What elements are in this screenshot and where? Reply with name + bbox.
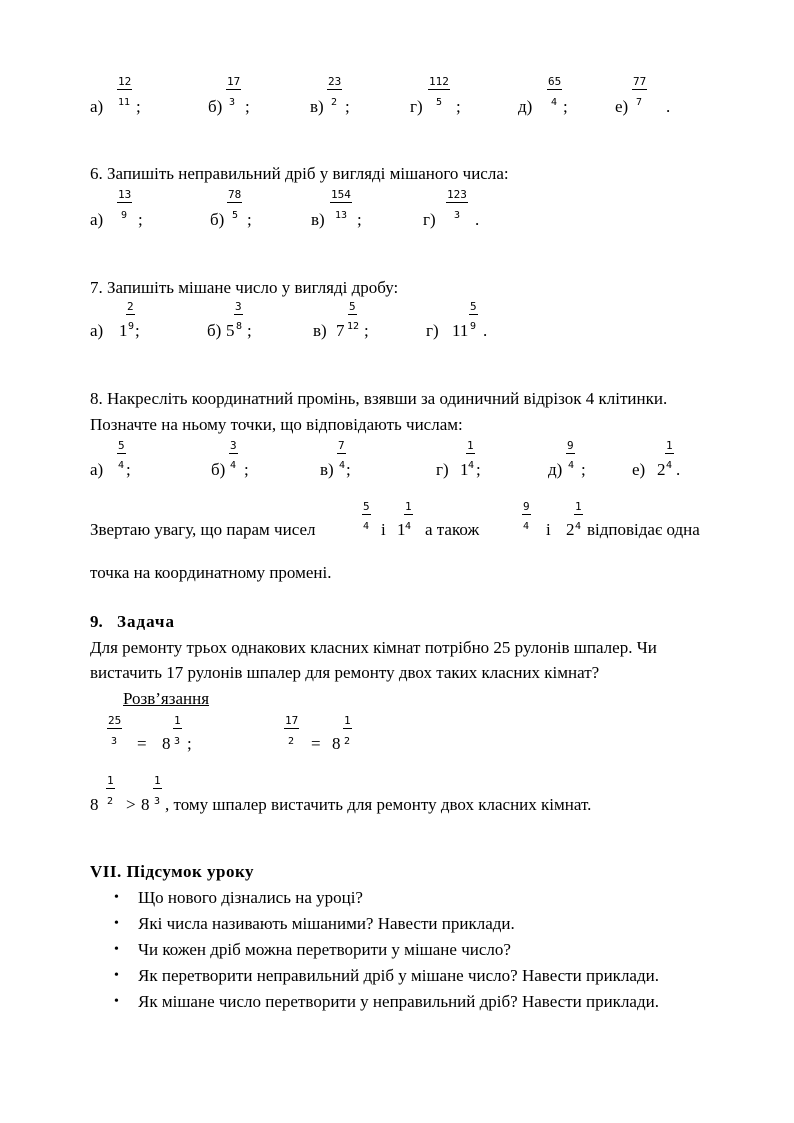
fraction-denominator: 4 <box>468 460 475 471</box>
fraction-numerator: 3 <box>235 300 242 313</box>
fraction-numerator: 1 <box>107 774 114 787</box>
fraction-numerator: 1 <box>666 439 673 452</box>
punctuation: ; <box>135 321 140 340</box>
task-heading: Задача <box>117 612 175 631</box>
item-label: е) <box>615 97 629 116</box>
mixed-whole: 8 <box>90 795 99 814</box>
note-text: відповідає одна <box>587 520 700 539</box>
fraction-denominator: 4 <box>551 97 558 108</box>
problem-text: вистачить 17 рулонів шпалер для ремонту двох таких класних кімнат? <box>90 663 600 682</box>
fraction-numerator: 9 <box>567 439 574 452</box>
fraction-numerator: 13 <box>118 188 132 201</box>
fraction-denominator: 3 <box>454 210 461 221</box>
punctuation: ; <box>247 321 252 340</box>
item-label: б) <box>208 97 223 116</box>
note-text: а також <box>425 520 480 539</box>
item-label: б) <box>211 460 226 479</box>
fraction-denominator: 4 <box>568 460 575 471</box>
bullet-icon: • <box>114 968 119 983</box>
list-item: Що нового дізнались на уроці? <box>138 888 363 907</box>
bullet-icon: • <box>114 994 119 1009</box>
fraction-numerator: 5 <box>470 300 477 313</box>
item-label: г) <box>436 460 449 479</box>
fraction-denominator: 4 <box>523 521 530 532</box>
fraction-numerator: 1 <box>575 500 582 513</box>
fraction-numerator: 1 <box>174 714 181 727</box>
fraction-denominator: 2 <box>288 736 295 747</box>
fraction-denominator: 9 <box>470 321 477 332</box>
note-text: точка на координатному промені. <box>90 563 332 582</box>
fraction-numerator: 78 <box>228 188 242 201</box>
item-label: в) <box>310 97 324 116</box>
fraction-denominator: 9 <box>128 321 135 332</box>
mixed-whole: 1 <box>460 460 469 479</box>
punctuation: ; <box>244 460 249 479</box>
fraction-numerator: 17 <box>227 75 241 88</box>
item-label: г) <box>423 210 436 229</box>
fraction-numerator: 23 <box>328 75 342 88</box>
note-conjunction: і <box>546 520 551 539</box>
item-label: б) <box>210 210 225 229</box>
fraction-denominator: 4 <box>363 521 370 532</box>
fraction-denominator: 7 <box>636 97 643 108</box>
note-conjunction: і <box>381 520 386 539</box>
punctuation: . <box>676 460 681 479</box>
solution-label: Розв’язання <box>123 689 210 708</box>
item-label: в) <box>313 321 327 340</box>
fraction-denominator: 12 <box>347 321 360 332</box>
punctuation: ; <box>364 321 369 340</box>
punctuation: ; <box>357 210 362 229</box>
punctuation: ; <box>345 97 350 116</box>
bullet-icon: • <box>114 890 119 905</box>
note-text: Звертаю увагу, що парам чисел <box>90 520 316 539</box>
mixed-whole: 8 <box>141 795 150 814</box>
fraction-numerator: 7 <box>338 439 345 452</box>
problem-text: Для ремонту трьох однакових класних кімнат потрібно 25 рулонів шпалер. Чи <box>90 638 657 657</box>
bullet-icon: • <box>114 916 119 931</box>
item-label: д) <box>518 97 533 116</box>
mixed-whole: 1 <box>397 520 406 539</box>
item-label: г) <box>426 321 439 340</box>
fraction-numerator: 112 <box>429 75 449 88</box>
fraction-numerator: 123 <box>447 188 467 201</box>
punctuation: ; <box>187 734 192 753</box>
fraction-denominator: 4 <box>405 521 412 532</box>
item-label: д) <box>548 460 563 479</box>
punctuation: ; <box>581 460 586 479</box>
equals-sign: = <box>311 734 321 753</box>
task-heading: 6. Запишіть неправильний дріб у вигляді мішаного числа: <box>90 164 509 183</box>
fraction-numerator: 5 <box>363 500 370 513</box>
fraction-numerator: 17 <box>285 714 299 727</box>
fraction-numerator: 1 <box>154 774 161 787</box>
fraction-denominator: 4 <box>339 460 346 471</box>
equals-sign: = <box>137 734 147 753</box>
fraction-denominator: 3 <box>154 796 161 807</box>
fraction-denominator: 3 <box>229 97 236 108</box>
item-label: а) <box>90 97 104 116</box>
task-heading: 7. Запишіть мішане число у вигляді дробу: <box>90 278 399 297</box>
item-label: б) <box>207 321 222 340</box>
fraction-numerator: 77 <box>633 75 647 88</box>
fraction-numerator: 9 <box>523 500 530 513</box>
fraction-denominator: 5 <box>232 210 239 221</box>
fraction-denominator: 3 <box>111 736 118 747</box>
mixed-whole: 2 <box>566 520 575 539</box>
fraction-denominator: 11 <box>118 97 131 108</box>
fraction-numerator: 3 <box>230 439 237 452</box>
conclusion-text: , тому шпалер вистачить для ремонту двох класних кімнат. <box>165 795 592 814</box>
mixed-whole: 8 <box>332 734 341 753</box>
list-item: Які числа називають мішаними? Навести приклади. <box>138 914 515 933</box>
fraction-numerator: 5 <box>349 300 356 313</box>
mixed-whole: 2 <box>657 460 666 479</box>
mixed-whole: 5 <box>226 321 235 340</box>
fraction-numerator: 154 <box>331 188 351 201</box>
punctuation: . <box>483 321 488 340</box>
punctuation: ; <box>138 210 143 229</box>
item-label: е) <box>632 460 646 479</box>
item-label: а) <box>90 210 104 229</box>
item-label: в) <box>311 210 325 229</box>
section-heading: VII. Підсумок уроку <box>90 862 255 881</box>
mixed-whole: 7 <box>336 321 345 340</box>
task-heading-number: 9. <box>90 612 103 631</box>
fraction-denominator: 4 <box>118 460 125 471</box>
item-label: а) <box>90 460 104 479</box>
list-item: Як перетворити неправильний дріб у мішане число? Навести приклади. <box>138 966 659 985</box>
fraction-denominator: 13 <box>335 210 348 221</box>
fraction-denominator: 8 <box>236 321 243 332</box>
fraction-numerator: 1 <box>467 439 474 452</box>
punctuation: ; <box>563 97 568 116</box>
fraction-denominator: 4 <box>575 521 582 532</box>
fraction-numerator: 1 <box>405 500 412 513</box>
fraction-denominator: 4 <box>666 460 673 471</box>
bullet-icon: • <box>114 942 119 957</box>
punctuation: ; <box>245 97 250 116</box>
fraction-numerator: 1 <box>344 714 351 727</box>
fraction-denominator: 3 <box>174 736 181 747</box>
item-label: в) <box>320 460 334 479</box>
mixed-whole: 8 <box>162 734 171 753</box>
list-item: Чи кожен дріб можна перетворити у мішане число? <box>138 940 511 959</box>
fraction-denominator: 4 <box>230 460 237 471</box>
comparison-operator: > <box>126 795 136 814</box>
item-label: г) <box>410 97 423 116</box>
fraction-denominator: 2 <box>344 736 351 747</box>
punctuation: ; <box>136 97 141 116</box>
punctuation: . <box>666 97 671 116</box>
punctuation: ; <box>126 460 131 479</box>
fraction-numerator: 65 <box>548 75 562 88</box>
item-label: а) <box>90 321 104 340</box>
mixed-whole: 11 <box>452 321 469 340</box>
fraction-denominator: 9 <box>121 210 128 221</box>
fraction-denominator: 2 <box>107 796 114 807</box>
punctuation: ; <box>476 460 481 479</box>
fraction-numerator: 5 <box>118 439 125 452</box>
task-heading: 8. Накресліть координатний промінь, взявши за одиничний відрізок 4 клітинки. <box>90 389 668 408</box>
task-text: Позначте на ньому точки, що відповідають числам: <box>90 415 463 434</box>
punctuation: ; <box>247 210 252 229</box>
punctuation: ; <box>456 97 461 116</box>
fraction-numerator: 25 <box>108 714 122 727</box>
punctuation: . <box>475 210 480 229</box>
mixed-whole: 1 <box>119 321 128 340</box>
fraction-numerator: 2 <box>127 300 134 313</box>
punctuation: ; <box>346 460 351 479</box>
fraction-denominator: 5 <box>436 97 443 108</box>
fraction-numerator: 12 <box>118 75 132 88</box>
list-item: Як мішане число перетворити у неправильний дріб? Навести приклади. <box>138 992 659 1011</box>
fraction-denominator: 2 <box>331 97 338 108</box>
